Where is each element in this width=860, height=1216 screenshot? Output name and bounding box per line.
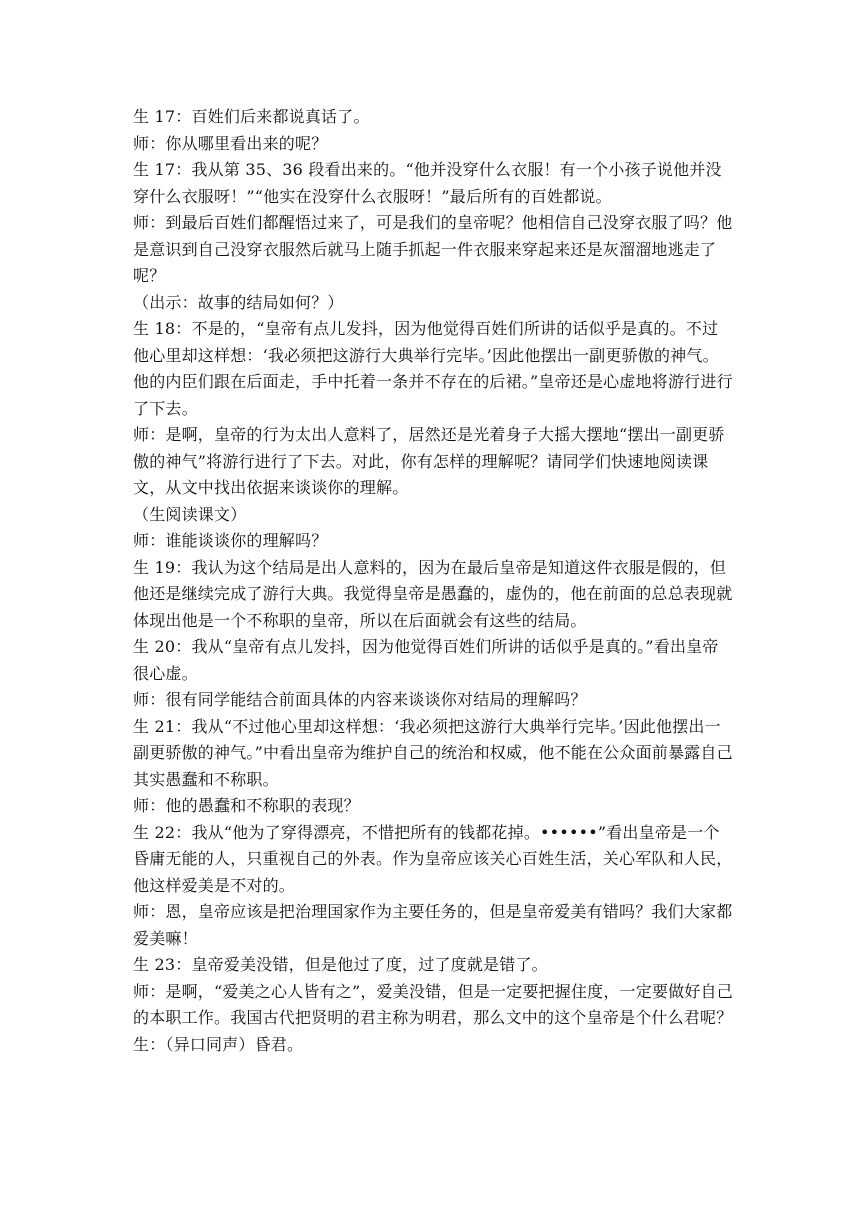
paragraph: 师：到最后百姓们都醒悟过来了，可是我们的皇帝呢？他相信自己没穿衣服了吗？他是意识到自己没穿衣服然后就马上随手抓起一件衣服来穿起来还是灰溜溜地逃走了呢？ — [133, 213, 733, 285]
paragraph: （生阅读课文） — [133, 504, 247, 524]
paragraph: 师：很有同学能结合前面具体的内容来谈谈你对结局的理解吗？ — [133, 690, 587, 709]
paragraph: 生 17：百姓们后来都说真话了。 — [133, 107, 370, 126]
paragraph: 生 17：我从第 35、36 段看出来的。“他并没穿什么衣服！有一个小孩子说他并没穿什么衣服呀！”“他实在没穿什么衣服呀！”最后所有的百姓都说。 — [133, 160, 722, 206]
paragraph: 师：谁能谈谈你的理解吗？ — [133, 531, 328, 550]
paragraph: 生 20：我从“皇帝有点儿发抖，因为他觉得百姓们所讲的话似乎是真的。”看出皇帝很心虚。 — [133, 637, 719, 683]
paragraph: （出示：故事的结局如何？） — [133, 292, 344, 312]
paragraph: 生 18：不是的，“皇帝有点儿发抖，因为他觉得百姓们所讲的话似乎是真的。不过他心里却这样想：‘我必须把这游行大典举行完毕。’因此他摆出一副更骄傲的神气。他的内臣们跟在后面走，手中托着一条并不存在的后裙。”皇帝还是心虚地将游行进行了下去。 — [133, 319, 733, 418]
paragraph: 生 23：皇帝爱美没错，但是他过了度，过了度就是错了。 — [133, 955, 548, 974]
paragraph: 生：（异口同声）昏君。 — [133, 1034, 304, 1054]
paragraph: 生 22：我从“他为了穿得漂亮，不惜把所有的钱都花掉。••••••”看出皇帝是一个昏庸无能的人，只重视自己的外表。作为皇帝应该关心百姓生活，关心军队和人民，他这样爱美是不对的。 — [133, 822, 733, 895]
paragraph: 师：你从哪里看出来的呢？ — [133, 133, 328, 153]
document-body — [133, 104, 733, 1058]
paragraph: 师：是啊，“爱美之心人皆有之”，爱美没错，但是一定要把握住度，一定要做好自己的本职工作。我国古代把贤明的君主称为明君，那么文中的这个皇帝是个什么君呢？ — [133, 981, 733, 1027]
paragraph: 生 19：我认为这个结局是出人意料的，因为在最后皇帝是知道这件衣服是假的，但他还是继续完成了游行大典。我觉得皇帝是愚蠢的，虚伪的，他在前面的总总表现就体现出他是一个不称职的皇帝，所以在后面就会有这些的结局。 — [133, 557, 733, 630]
paragraph: 师：他的愚蠢和不称职的表现？ — [133, 796, 360, 815]
paragraph: 师：是啊，皇帝的行为太出人意料了，居然还是光着身子大摇大摆地“摆出一副更骄傲的神气”将游行进行了下去。对此，你有怎样的理解呢？请同学们快速地阅读课文，从文中找出依据来谈谈你的理解。 — [133, 425, 725, 497]
paragraph: 师：恩，皇帝应该是把治理国家作为主要任务的，但是皇帝爱美有错吗？我们大家都爱美嘛！ — [133, 902, 733, 948]
paragraph: 生 21：我从“不过他心里却这样想：‘我必须把这游行大典举行完毕。’因此他摆出一副更骄傲的神气。”中看出皇帝为维护自己的统治和权威，他不能在公众面前暴露自己其实愚蠢和不称职。 — [133, 716, 733, 789]
